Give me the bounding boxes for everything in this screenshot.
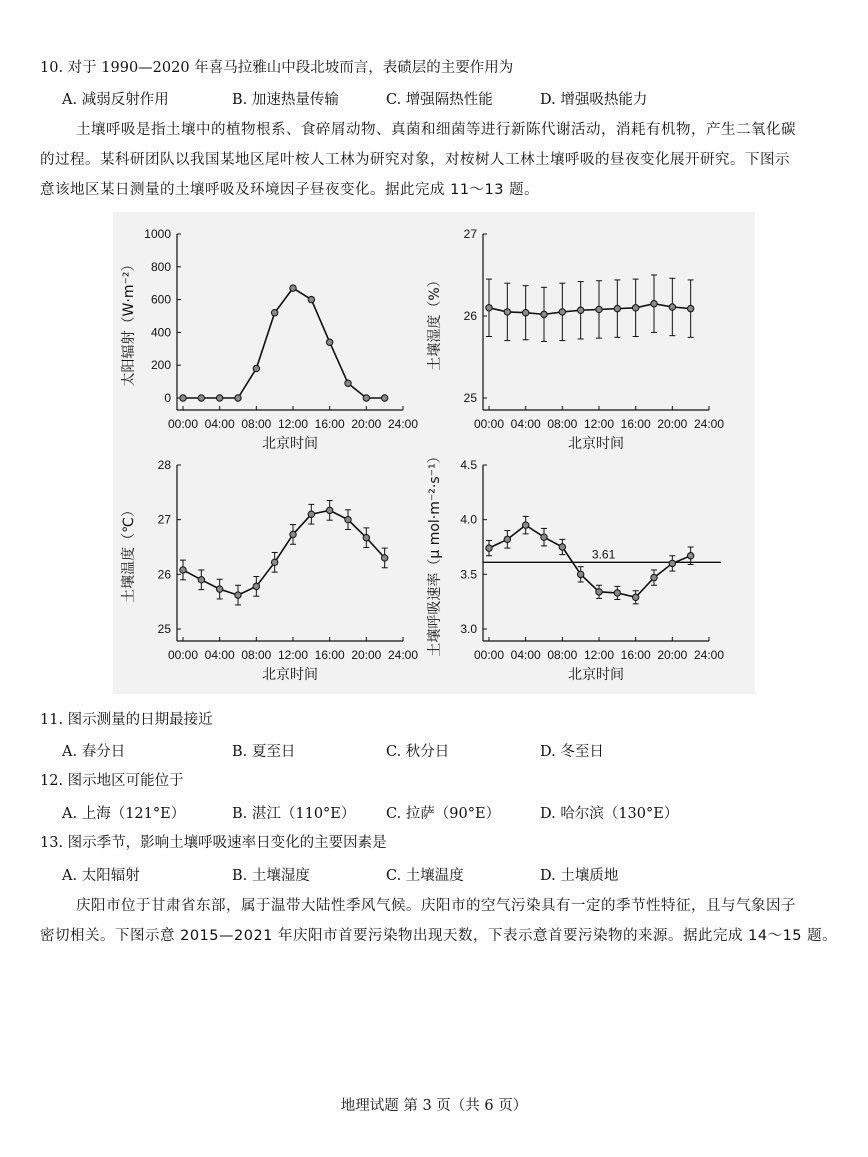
panel0-data-point bbox=[180, 395, 186, 401]
panel2-data-point bbox=[326, 507, 332, 513]
panel2-y-tick-label: 28 bbox=[157, 458, 171, 472]
panel3-x-tick-label: 00:00 bbox=[473, 648, 505, 662]
panel0-data-point bbox=[326, 339, 332, 345]
panel2-data-point bbox=[198, 577, 204, 583]
panel3-y-label: 土壤呼吸速率（μ mol·m⁻²·s⁻¹） bbox=[427, 449, 443, 657]
panel0-x-tick-label: 12:00 bbox=[277, 417, 309, 431]
panel0-y-tick-label: 0 bbox=[164, 391, 171, 405]
q13-option-b: B. 土壤湿度 bbox=[232, 868, 310, 884]
panel1-x-tick-label: 08:00 bbox=[547, 417, 578, 431]
panel1-data-point bbox=[577, 307, 583, 313]
panel0-x-tick-label: 24:00 bbox=[387, 417, 419, 431]
panel0-x-label: 北京时间 bbox=[262, 436, 318, 452]
panel0-data-point bbox=[235, 395, 241, 401]
panel2-x-tick-label: 08:00 bbox=[241, 648, 272, 662]
question-12-stem: 12. 图示地区可能位于 bbox=[40, 773, 184, 789]
panel1-data-point bbox=[632, 305, 638, 311]
panel3-x-tick-label: 12:00 bbox=[583, 648, 615, 662]
panel0-y-tick-label: 600 bbox=[150, 292, 171, 307]
q10-option-d: D. 增强吸热能力 bbox=[540, 92, 648, 108]
panel2-data-point bbox=[290, 531, 296, 537]
panel0-data-point bbox=[345, 380, 351, 386]
panel0-x-tick-label: 04:00 bbox=[204, 417, 235, 431]
q13-option-d: D. 土壤质地 bbox=[540, 868, 619, 884]
panel3-y-tick-label: 4.5 bbox=[460, 458, 477, 472]
panel1-x-tick-label: 20:00 bbox=[657, 417, 688, 431]
panel1-data-point bbox=[596, 306, 602, 312]
q10-option-c: C. 增强隔热性能 bbox=[386, 92, 493, 108]
panel0-data-point bbox=[381, 395, 387, 401]
q11-option-d: D. 冬至日 bbox=[540, 744, 604, 760]
panel0-x-tick-label: 00:00 bbox=[167, 417, 199, 431]
panel0-data-point bbox=[271, 310, 277, 316]
panel1-data-point bbox=[504, 309, 510, 315]
panel0-series-line bbox=[183, 288, 385, 398]
panel1-y-tick-label: 25 bbox=[463, 391, 477, 405]
panel0-data-point bbox=[290, 285, 296, 291]
panel0-y-tick-label: 200 bbox=[150, 358, 171, 373]
question-13-stem: 13. 图示季节，影响土壤呼吸速率日变化的主要因素是 bbox=[40, 835, 387, 851]
figure-svg bbox=[113, 212, 755, 694]
panel1-x-label: 北京时间 bbox=[568, 436, 624, 452]
panel1-x-tick-label: 00:00 bbox=[473, 417, 505, 431]
q13-option-c: C. 土壤温度 bbox=[386, 868, 464, 884]
panel2-x-tick-label: 04:00 bbox=[204, 648, 235, 662]
intro2-line-1: 庆阳市位于甘肃省东部，属于温带大陆性季风气候。庆阳市的空气污染具有一定的季节性特征，且与气象因子 bbox=[76, 898, 796, 914]
q12-option-a: A. 上海（121°E） bbox=[62, 806, 186, 822]
question-11-stem: 11. 图示测量的日期最接近 bbox=[40, 712, 213, 728]
panel1-data-point bbox=[651, 301, 657, 307]
panel1-y-label: 土壤湿度（%） bbox=[427, 273, 443, 371]
panel3-data-point bbox=[651, 574, 657, 580]
panel0-x-tick-label: 16:00 bbox=[314, 417, 345, 431]
panel1-x-tick-label: 24:00 bbox=[693, 417, 725, 431]
panel3-x-tick-label: 20:00 bbox=[657, 648, 688, 662]
panel1-data-point bbox=[559, 309, 565, 315]
q11-option-b: B. 夏至日 bbox=[232, 744, 296, 760]
panel0-data-point bbox=[253, 365, 259, 371]
panel0-data-point bbox=[216, 395, 222, 401]
panel3-data-point bbox=[596, 589, 602, 595]
panel2-data-point bbox=[235, 592, 241, 598]
panel2-x-tick-label: 00:00 bbox=[167, 648, 199, 662]
panel3-data-point bbox=[486, 545, 492, 551]
panel2-x-label: 北京时间 bbox=[262, 667, 318, 683]
panel2-data-point bbox=[363, 535, 369, 541]
panel3-series-line bbox=[489, 525, 691, 597]
panel2-data-point bbox=[216, 586, 222, 592]
panel3-data-point bbox=[559, 544, 565, 550]
panel0-y-tick-label: 1000 bbox=[144, 227, 171, 241]
panel0-x-tick-label: 08:00 bbox=[241, 417, 272, 431]
panel0-data-point bbox=[308, 296, 314, 302]
panel3-x-label: 北京时间 bbox=[568, 667, 624, 683]
panel3-x-tick-label: 16:00 bbox=[620, 648, 651, 662]
panel2-y-tick-label: 25 bbox=[157, 622, 171, 636]
q12-option-b: B. 湛江（110°E） bbox=[232, 806, 356, 822]
panel3-data-point bbox=[522, 522, 528, 528]
panel3-data-point bbox=[541, 534, 547, 540]
panel1-x-tick-label: 16:00 bbox=[620, 417, 651, 431]
q12-option-d: D. 哈尔滨（130°E） bbox=[540, 806, 679, 822]
panel3-data-point bbox=[669, 560, 675, 566]
page-footer: 地理试题 第 3 页（共 6 页） bbox=[340, 1098, 528, 1114]
panel0-y-tick-label: 400 bbox=[150, 325, 171, 340]
panel2-data-point bbox=[345, 516, 351, 522]
panel0-x-tick-label: 20:00 bbox=[351, 417, 382, 431]
panel1-y-tick-label: 26 bbox=[463, 309, 477, 323]
panel3-x-tick-label: 04:00 bbox=[510, 648, 541, 662]
panel1-data-point bbox=[669, 304, 675, 310]
question-10-stem: 10. 对于 1990—2020 年喜马拉雅山中段北坡而言，表碛层的主要作用为 bbox=[40, 60, 514, 76]
q10-option-b: B. 加速热量传输 bbox=[232, 92, 339, 108]
panel2-x-tick-label: 20:00 bbox=[351, 648, 382, 662]
q11-option-a: A. 春分日 bbox=[62, 744, 126, 760]
panel2-data-point bbox=[253, 583, 259, 589]
panel3-y-tick-label: 3.0 bbox=[460, 622, 477, 636]
soil-respiration-figure bbox=[113, 212, 755, 694]
panel3-data-point bbox=[614, 590, 620, 596]
panel2-data-point bbox=[180, 567, 186, 573]
panel3-data-point bbox=[687, 553, 693, 559]
intro1-line-2: 的过程。某科研团队以我国某地区尾叶桉人工林为研究对象，对桉树人工林土壤呼吸的昼夜变化展开研究。下图示 bbox=[40, 152, 790, 168]
q12-option-c: C. 拉萨（90°E） bbox=[386, 806, 501, 822]
panel1-data-point bbox=[486, 305, 492, 311]
panel2-x-tick-label: 24:00 bbox=[387, 648, 419, 662]
panel1-data-point bbox=[522, 310, 528, 316]
panel3-x-tick-label: 24:00 bbox=[693, 648, 725, 662]
panel2-data-point bbox=[381, 555, 387, 561]
intro1-line-3: 意该地区某日测量的土壤呼吸及环境因子昼夜变化。据此完成 11～13 题。 bbox=[40, 182, 540, 198]
panel2-y-label: 土壤温度（℃） bbox=[121, 503, 137, 603]
panel3-data-point bbox=[577, 571, 583, 577]
panel2-y-tick-label: 27 bbox=[157, 512, 171, 527]
panel1-series-line bbox=[489, 304, 691, 315]
q10-option-a: A. 减弱反射作用 bbox=[62, 92, 169, 108]
q11-option-c: C. 秋分日 bbox=[386, 744, 450, 760]
panel2-data-point bbox=[271, 559, 277, 565]
panel3-reference-label: 3.61 bbox=[591, 547, 616, 562]
panel0-data-point bbox=[363, 395, 369, 401]
panel3-data-point bbox=[632, 594, 638, 600]
panel1-data-point bbox=[541, 311, 547, 317]
panel1-x-tick-label: 04:00 bbox=[510, 417, 541, 431]
q13-option-a: A. 太阳辐射 bbox=[62, 868, 140, 884]
panel3-y-tick-label: 3.5 bbox=[460, 567, 477, 582]
panel2-series-line bbox=[183, 510, 385, 595]
panel2-x-tick-label: 16:00 bbox=[314, 648, 345, 662]
panel2-x-tick-label: 12:00 bbox=[277, 648, 309, 662]
intro1-line-1: 土壤呼吸是指土壤中的植物根系、食碎屑动物、真菌和细菌等进行新陈代谢活动，消耗有机物，产生二氧化碳 bbox=[76, 122, 796, 138]
panel3-x-tick-label: 08:00 bbox=[547, 648, 578, 662]
panel0-y-label: 太阳辐射（W·m⁻²） bbox=[121, 257, 137, 387]
panel2-data-point bbox=[308, 511, 314, 517]
intro2-line-2: 密切相关。下图示意 2015—2021 年庆阳市首要污染物出现天数，下表示意首要污染物的来源。据此完成 14～15 题。 bbox=[40, 928, 838, 944]
panel2-y-tick-label: 26 bbox=[157, 567, 171, 582]
panel0-y-tick-label: 800 bbox=[150, 259, 171, 274]
panel1-y-tick-label: 27 bbox=[463, 227, 477, 241]
panel1-data-point bbox=[687, 305, 693, 311]
panel1-x-tick-label: 12:00 bbox=[583, 417, 615, 431]
panel3-data-point bbox=[504, 536, 510, 542]
panel1-data-point bbox=[614, 305, 620, 311]
panel3-y-tick-label: 4.0 bbox=[460, 512, 477, 527]
panel0-data-point bbox=[198, 395, 204, 401]
